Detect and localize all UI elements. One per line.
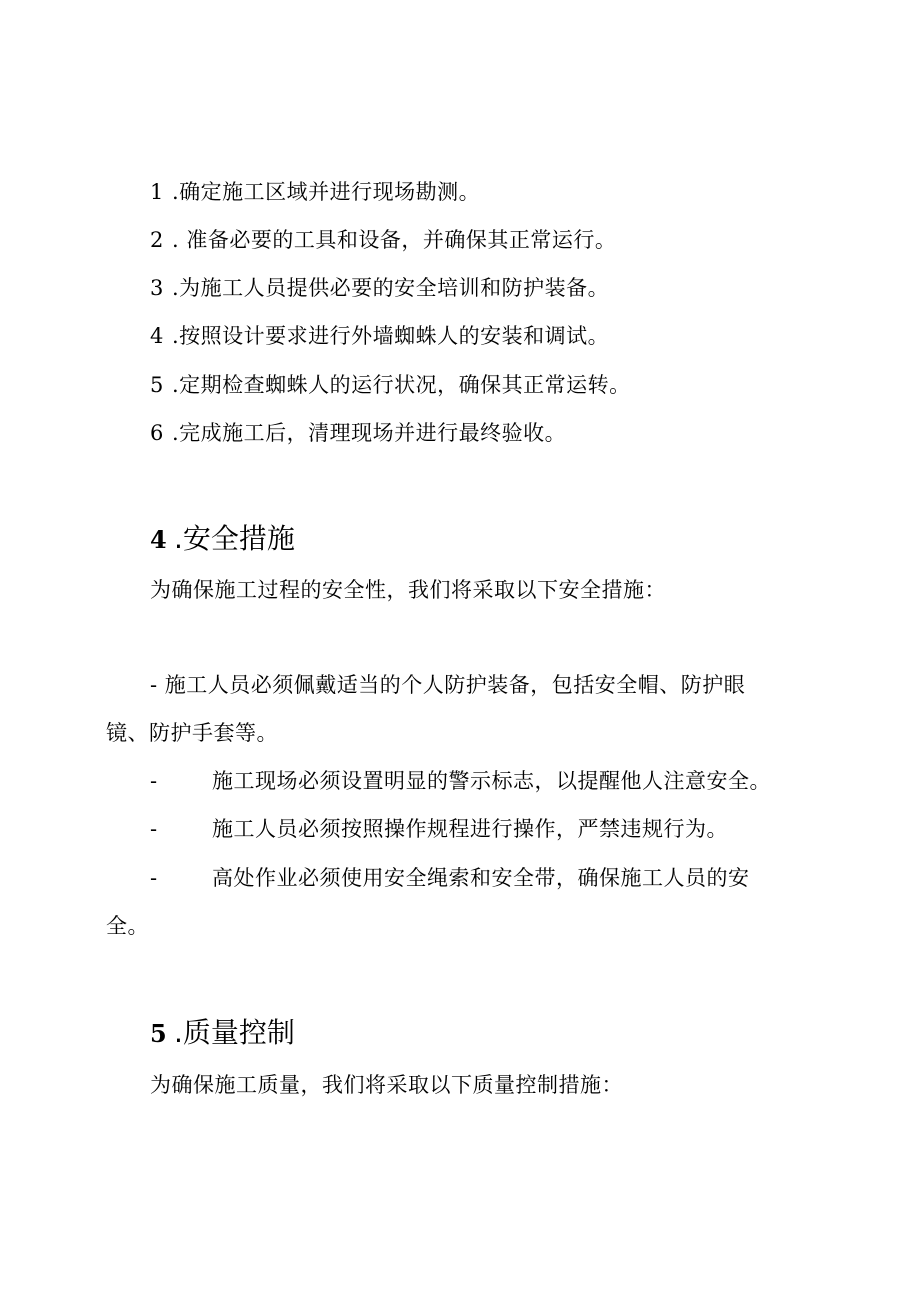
list-item-text: 施工人员必须按照操作规程进行操作，严禁违规行为。 xyxy=(212,817,728,841)
step-text: .完成施工后，清理现场并进行最终验收。 xyxy=(172,421,567,445)
step-number: 2 xyxy=(150,228,164,252)
step-text: .为施工人员提供必要的安全培训和防护装备。 xyxy=(172,276,610,300)
step-item xyxy=(150,371,631,399)
section-number: 4 xyxy=(150,525,167,554)
section-title: .安全措施 xyxy=(174,522,295,555)
list-item-text: 施工人员必须佩戴适当的个人防护装备，包括安全帽、防护眼 xyxy=(157,673,746,697)
step-text: .定期检查蜘蛛人的运行状况，确保其正常运转。 xyxy=(172,373,631,397)
section-title: .质量控制 xyxy=(174,1016,295,1049)
section-intro: 为确保施工过程的安全性，我们将采取以下安全措施： xyxy=(150,578,666,602)
step-number: 5 xyxy=(150,373,164,397)
list-item xyxy=(150,815,728,843)
list-dash: - xyxy=(150,866,158,890)
step-number: 4 xyxy=(150,324,164,348)
list-item-text: 高处作业必须使用安全绳索和安全带，确保施工人员的安 xyxy=(212,866,750,890)
list-dash: - xyxy=(150,817,158,841)
step-text: .按照设计要求进行外墙蜘蛛人的安装和调试。 xyxy=(172,324,610,348)
section-intro: 为确保施工质量，我们将采取以下质量控制措施： xyxy=(150,1073,623,1097)
section-heading-quality xyxy=(150,1016,295,1051)
list-item xyxy=(150,671,745,699)
list-item-continuation: 镜、防护手套等。 xyxy=(106,721,278,745)
section-number: 5 xyxy=(150,1019,167,1048)
list-item-continuation: 全。 xyxy=(106,914,149,938)
step-number: 1 xyxy=(150,180,164,204)
step-number: 6 xyxy=(150,421,164,445)
list-item-text: 施工现场必须设置明显的警示标志，以提醒他人注意安全。 xyxy=(212,769,771,793)
step-item xyxy=(150,419,566,447)
step-item xyxy=(150,322,609,350)
step-number: 3 xyxy=(150,276,164,300)
step-item xyxy=(150,178,480,206)
step-text: . 准备必要的工具和设备，并确保其正常运行。 xyxy=(172,228,617,252)
step-item xyxy=(150,274,609,302)
list-dash: - xyxy=(150,673,158,697)
step-text: .确定施工区域并进行现场勘测。 xyxy=(172,180,481,204)
section-heading-safety xyxy=(150,522,295,557)
step-item xyxy=(150,226,616,254)
list-item xyxy=(150,864,750,892)
list-item xyxy=(150,767,771,795)
list-dash: - xyxy=(150,769,158,793)
